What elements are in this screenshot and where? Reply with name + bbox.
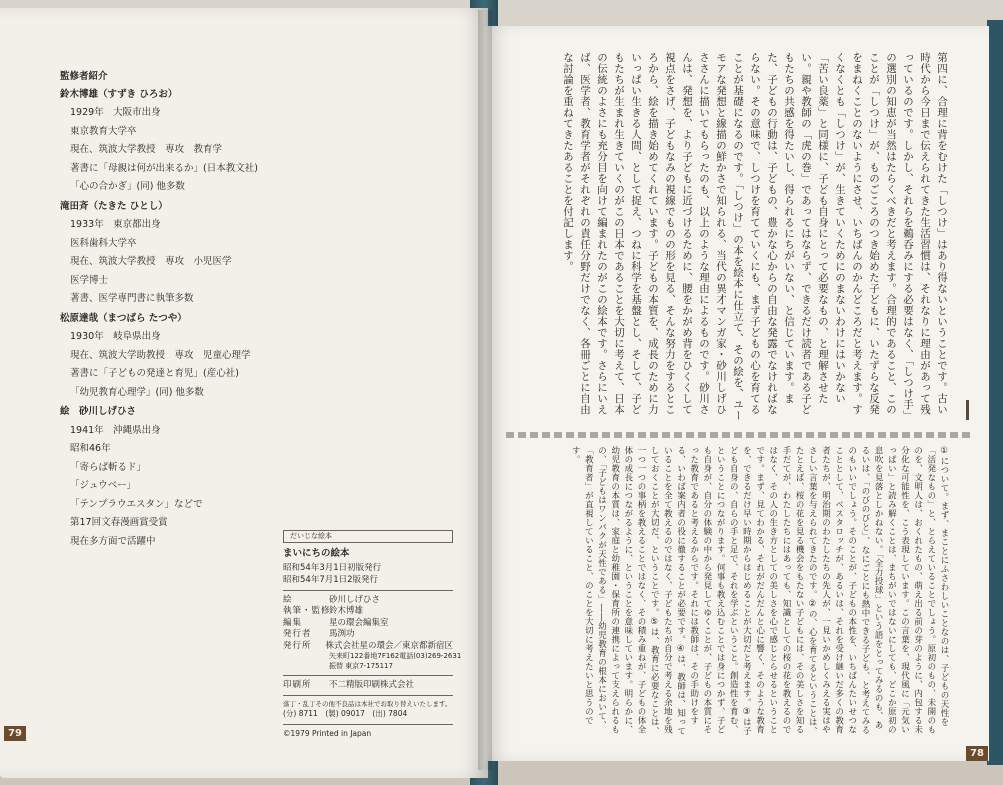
colophon-key: 執筆・監修 bbox=[283, 606, 331, 616]
supervisor-detail: 「ジュウベー」 bbox=[70, 480, 137, 491]
supervisor-block bbox=[60, 90, 290, 192]
essay-lower-text: ①について。まず、まことにふさわしいことなのは、子どもの天性を「活発なもの」と、とらえていることでしょう。原初のもの、未開のものを、文明人は、おくれたもの、萌え出る前の芽のように、内包する未分化な可能性を、こう表現しています。この言葉を、現代風に「元気いっぱい」と読み解くことは、まちがいではないにしても、どこか原初の息吹を見落としかねない。「全力投球」という語をとってみるのも、あるいは、「のびのびと」、なにごとにも熱中できる子ども、と考えてみるのもいいでしょう。そのことが、子どもの本性を、いちばんたいせつなこととして、ベスタロッチが、あるいは、それを受け継いだ多くの教育者たちが、明治期のわたしたちの先人が、一見いかめしくみえる実はやさしい言葉を与えられてきたのです。②の、心を育てるということは、たとえば、桜の花を見る機会をもたない子どもには、その美しさを知る手だてが、わたしたちにはあっても、知識としての桜の花を教えるのではなく、その人の生き方としての美しさを心で感じとらせるということです。まず、見てわかる、それがだんだんと心に響く、そのような教育を、できるだけ早い時期からはじめることが大切だと考えます。③は子ども自身の、自らの手と足で、それを学ぶということ。創造性を育む、ということにつながります。何事も教え込むことでは身につかず、子ども自身が、自分の体験の中から発見してゆくことが、子どもの本質にそった教育であると考えるからです。それには教師は、その手助けをする、いわば案内者の役に徹することが必要です。④は、教師は、知っていることを全て教えるのではなく、子どもたちが自分で考える余地を残しておくことが大切だ、ということです。⑤は、教育に必要なことは、一つ一つの事柄を教えることではなく、その積み重ねが、子どもの体全体の成長につながるように、ということを意味しています。明らかに、幼児教育の本質は、家庭と幼稚園・保育所の連携によって支えられるもの、「子どもはワンパクが天性である」――幼児教育の根本において、「教育者」が直視していること、のことを大切に考えたいと思うのです。 bbox=[570, 446, 949, 736]
supervisors-heading: 監修者紹介 bbox=[60, 71, 108, 82]
binding-mark bbox=[966, 400, 969, 420]
colophon-row bbox=[283, 596, 453, 605]
colophon-row bbox=[283, 642, 453, 651]
supervisor-detail: 現在、筑波大学教授 専攻 小児医学 bbox=[70, 256, 232, 267]
colophon-rows bbox=[283, 596, 453, 651]
colophon-key: 絵 bbox=[283, 594, 293, 605]
supervisor-block bbox=[60, 407, 290, 546]
supervisor-detail: 1941年 沖縄県出身 bbox=[70, 424, 161, 436]
supervisor-detail: 「幼児教育心理学」(同) 他多数 bbox=[70, 386, 204, 398]
printer-row bbox=[283, 681, 453, 690]
supervisor-detail: 現在多方面で活躍中 bbox=[70, 535, 156, 547]
colophon-divider bbox=[283, 675, 453, 676]
supervisors-section bbox=[60, 72, 290, 556]
colophon-divider bbox=[283, 695, 453, 696]
series-label: だいじな絵本 bbox=[283, 530, 453, 543]
supervisor-block bbox=[60, 202, 290, 304]
colophon-value: 馬渕功 bbox=[329, 629, 355, 639]
supervisors-list bbox=[60, 90, 290, 547]
colophon-value: 砂川しげひさ bbox=[329, 594, 381, 605]
supervisor-detail: 現在、筑波大学教授 専攻 教育学 bbox=[70, 144, 223, 155]
colophon-value: 鈴木博雄 bbox=[329, 606, 364, 616]
replacement-note: 落丁・乱丁その他不良品は本社でお取り替えいたします。 bbox=[283, 699, 452, 708]
supervisor-detail: 著書、医学専門書に執筆多数 bbox=[70, 293, 194, 304]
copyright: ©1979 Printed in Japan bbox=[283, 728, 372, 738]
book-codes: (分) 8711 (製) 09017 (出) 7804 bbox=[283, 709, 408, 718]
supervisor-detail: 「心の合かぎ」(同) 他多数 bbox=[70, 181, 185, 192]
colophon-divider bbox=[283, 724, 453, 725]
supervisor-detail: 東京教育大学卒 bbox=[70, 125, 137, 137]
supervisor-detail: 医科歯科大学卒 bbox=[70, 237, 137, 249]
supervisor-detail: 昭和46年 bbox=[70, 443, 111, 454]
book-gutter bbox=[478, 10, 492, 770]
address-line: 振替 東京7-175117 bbox=[329, 662, 393, 670]
colophon-value: 星の環会編集室 bbox=[329, 617, 389, 628]
supervisor-detail: 1933年 東京都出身 bbox=[70, 219, 161, 230]
page-number-left: 79 bbox=[4, 726, 26, 741]
colophon-divider bbox=[283, 590, 453, 591]
colophon-key: 発行者 bbox=[283, 629, 312, 639]
colophon-row bbox=[283, 630, 453, 639]
supervisor-detail: 1930年 岐阜県出身 bbox=[70, 331, 161, 342]
printer-key: 印刷所 bbox=[283, 680, 312, 690]
supervisor-detail: 現在、筑波大学助教授 専攻 児童心理学 bbox=[70, 349, 251, 361]
colophon bbox=[283, 530, 462, 738]
supervisor-detail: 1929年 大阪市出身 bbox=[70, 107, 161, 118]
supervisor-name: 絵 砂川しげひさ bbox=[60, 406, 137, 417]
supervisor-name: 松原達哉（まつばら たつや） bbox=[60, 312, 187, 324]
supervisor-name: 鈴木博雄（すずき ひろお） bbox=[60, 88, 178, 100]
colophon-value: 株式会社星の環会／東京都新宿区 bbox=[325, 640, 453, 651]
essay-upper-text: 第四に、合理に背をむけた「しつけ」はあり得ないということです。古い時代から今日まで伝えられてきた生活習慣は、それなりに理由があって残っているのです。しかし、それらを鵜呑みにする必要はなく、「しつけ手」の選別の知恵が当然はたらくべきだと考えます。合理的であること、このことが「しつけ」が、ものごころのつき始めた子どもに、いたずらな反発をまねくことのないようにさせ、いちばんのかんどころだと考えます。すくなくとも「しつけ」が、生きていくためにのまないわけにはいかない「苦い良薬」と同様に、子ども自身にとって必要なもの、と理解させたい。親や教師の「虎の巻」であってはならず、できるだけ読者である子どもたちの共感を得たいし、得られるにちがいない、と信じています。また、子どもの行動は、子どもの、豊かな心からの自由な発露でなければならない。その意味で、しつけを育てていくにも、まず子どもの心を育てることが基礎になるのです。「しつけ」の本を絵本に仕立て、その絵を、ユーモアな発想と線描の鮮かさで知られる、当代の異才マンガ家・砂川しげひささんに描いてもらったのも、以上のような理由によるものです。砂川さんは、発想を、より子どもに近づけるために、腰をかがめ背をひくくして視点をさげ、子どもなみの視線でものの形を見る、そんな努力をするところから、絵を描き始めてくれています。子どもの本質を、成長のために力いっぱい生きる人間、として捉え、つねに科学を基盤とし、そして、子どもたちが生まれ生きていくのがこの日本であることを大切に考えて、日本の伝統のよさにも充分目を向けて編まれたのがこの絵本です。さらにいえば、医学者、教育学者がそれぞれの責任分野だけでなく、各冊ごとに自由な討論を重ねてきたあることを付記します。 bbox=[562, 52, 948, 421]
left-page bbox=[0, 8, 488, 778]
page-number-right: 78 bbox=[966, 746, 988, 761]
supervisor-detail: 著書に「母親は何が出来るか」(日本教文社) bbox=[70, 162, 258, 174]
section-divider bbox=[506, 432, 972, 438]
edition-line: 昭和54年7月1日2版発行 bbox=[283, 575, 379, 585]
colophon-row bbox=[283, 607, 453, 616]
supervisor-detail: 「寄らば斬るド」 bbox=[70, 461, 147, 473]
colophon-key: 編集 bbox=[283, 617, 303, 628]
supervisor-detail: 著書に「子どもの発達と育児」(産心社) bbox=[70, 368, 239, 379]
address-line: 矢来町122番地7F162電話(03)269-2631 bbox=[329, 652, 462, 660]
colophon-key: 発行所 bbox=[283, 640, 312, 651]
supervisor-name: 滝田斉（たきた ひとし） bbox=[60, 200, 168, 212]
supervisor-block bbox=[60, 314, 290, 398]
book-title: まいにちの絵本 bbox=[283, 548, 350, 559]
book-cover-right-edge bbox=[987, 20, 1003, 765]
edition-line: 昭和54年3月1日初版発行 bbox=[283, 562, 382, 573]
printer-value: 不二精版印刷株式会社 bbox=[329, 680, 415, 690]
supervisor-detail: 第17回文春漫画賞受賞 bbox=[70, 517, 168, 528]
supervisor-detail: 医学博士 bbox=[70, 274, 109, 286]
supervisor-detail: 「テンプラウエスタン」などで bbox=[70, 498, 203, 510]
colophon-row bbox=[283, 619, 453, 628]
